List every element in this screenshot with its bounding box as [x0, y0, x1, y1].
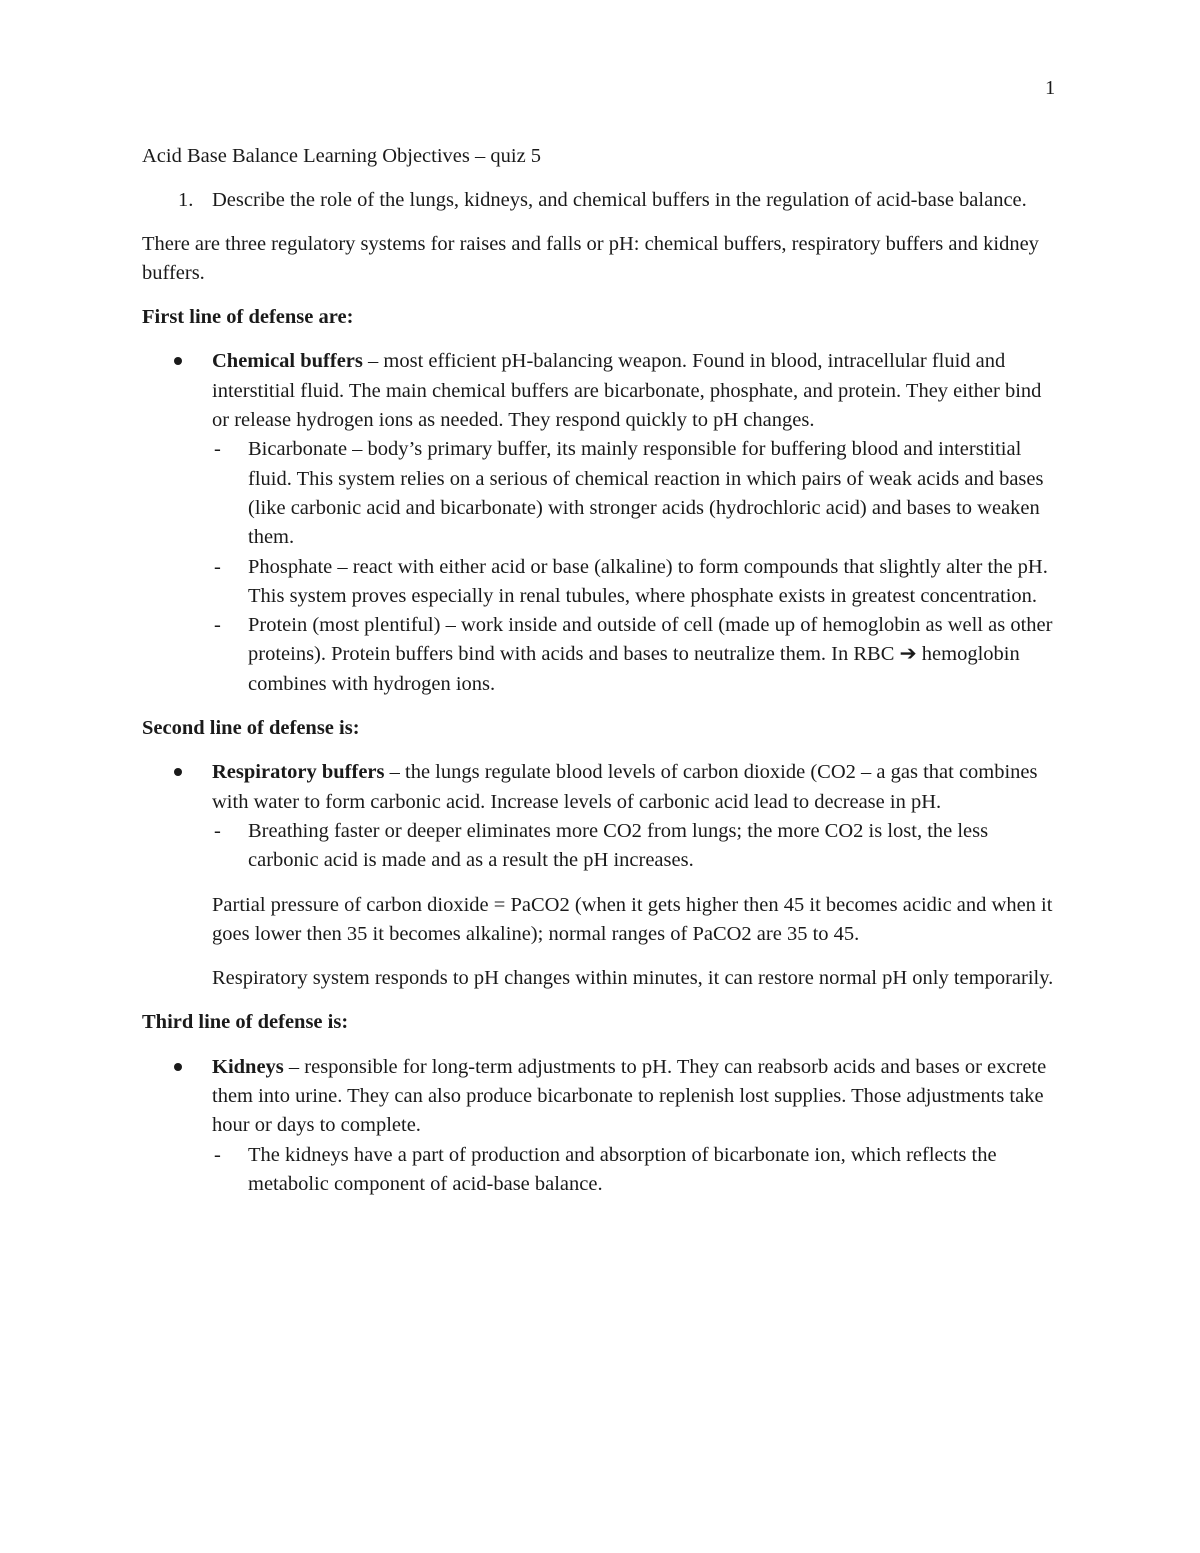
- bullet-icon: [142, 1053, 212, 1199]
- dash-icon: -: [214, 1143, 221, 1166]
- bullet-term: Respiratory buffers: [212, 761, 385, 784]
- objective-item: [142, 186, 1062, 215]
- dash-icon: -: [214, 614, 221, 637]
- bullet-paragraph: [212, 347, 1062, 435]
- dash-icon: -: [214, 555, 221, 578]
- bullet-paragraph: [212, 1053, 1062, 1141]
- bullet-respiratory-buffers: [142, 758, 1062, 875]
- section-heading-second: Second line of defense is:: [142, 717, 360, 740]
- bullet-icon: [142, 758, 212, 875]
- dash-icon: -: [214, 438, 221, 461]
- bullet-chemical-buffers: [142, 347, 1062, 699]
- bullet-text: – the lungs regulate blood levels of carbon dioxide (CO2 – a gas that combines with water to form carbonic acid. Increase levels of carbonic acid lead to decrease in pH.: [212, 761, 1038, 813]
- sub-item-protein: [212, 611, 1062, 699]
- sub-item-text: The kidneys have a part of production and absorption of bicarbonate ion, which reflects the metabolic component of acid-base balance.: [248, 1143, 997, 1195]
- dash-icon: -: [214, 819, 221, 842]
- bullet-icon: [142, 347, 212, 699]
- section-heading-third: Third line of defense is:: [142, 1011, 349, 1034]
- bullet-text: – responsible for long-term adjustments to pH. They can reabsorb acids and bases or excrete them into urine. They can also produce bicarbonate to replenish lost supplies. Those adjustments take hour or days to complete.: [212, 1055, 1047, 1137]
- bullet-term: Chemical buffers: [212, 350, 363, 373]
- sub-item-phosphate: [212, 553, 1062, 612]
- page-number: 1: [1045, 77, 1056, 99]
- section-heading-first: First line of defense are:: [142, 306, 354, 329]
- sub-item-text: Breathing faster or deeper eliminates more CO2 from lungs; the more CO2 is lost, the less carbonic acid is made and as a result the pH increases.: [248, 819, 989, 872]
- bullet-text: – most efficient pH-balancing weapon. Found in blood, intracellular fluid and interstitial fluid. The main chemical buffers are bicarbonate, phosphate, and protein. They either bind or release hydrogen ions as needed. They respond quickly to pH changes.: [212, 350, 1042, 432]
- bullet-paragraph: [212, 758, 1062, 817]
- intro-paragraph: There are three regulatory systems for raises and falls or pH: chemical buffers, respiratory buffers and kidney buffers.: [142, 232, 1039, 284]
- sub-item-text: Phosphate – react with either acid or base (alkaline) to form compounds that slightly alter the pH. This system proves especially in renal tubules, where phosphate exists in greatest concentration.: [248, 555, 1048, 607]
- sub-item-kidney-bicarbonate: [212, 1141, 1062, 1200]
- bullet-kidneys: [142, 1053, 1062, 1199]
- sub-item-breathing: [212, 817, 1062, 876]
- sub-item-text: Bicarbonate – body’s primary buffer, its mainly responsible for buffering blood and interstitial fluid. This system relies on a serious of chemical reaction in which pairs of weak acids and bases (like carbonic acid and bicarbonate) with stronger acids (hydrochloric acid) and bases to weaken them.: [248, 438, 1044, 549]
- sub-item-text: Protein (most plentiful) – work inside and outside of cell (made up of hemoglobin as well as other proteins). Protein buffers bind with acids and bases to neutralize them. In RBC ➔ hemoglobin combines with hydrogen ions.: [248, 614, 1053, 695]
- objective-number: 1.: [178, 189, 194, 212]
- paco2-paragraph: Partial pressure of carbon dioxide = PaCO2 (when it gets higher then 45 it becomes acidic and when it goes lower then 35 it becomes alkaline); normal ranges of PaCO2 are 35 to 45.: [212, 893, 1053, 945]
- document-title: Acid Base Balance Learning Objectives – quiz 5: [142, 145, 542, 167]
- document-body: [142, 142, 1062, 1214]
- objective-text: Describe the role of the lungs, kidneys, and chemical buffers in the regulation of acid-base balance.: [212, 189, 1027, 212]
- respiratory-response-paragraph: Respiratory system responds to pH changes within minutes, it can restore normal pH only temporarily.: [212, 967, 1054, 990]
- sub-item-bicarbonate: [212, 435, 1062, 552]
- bullet-term: Kidneys: [212, 1055, 284, 1078]
